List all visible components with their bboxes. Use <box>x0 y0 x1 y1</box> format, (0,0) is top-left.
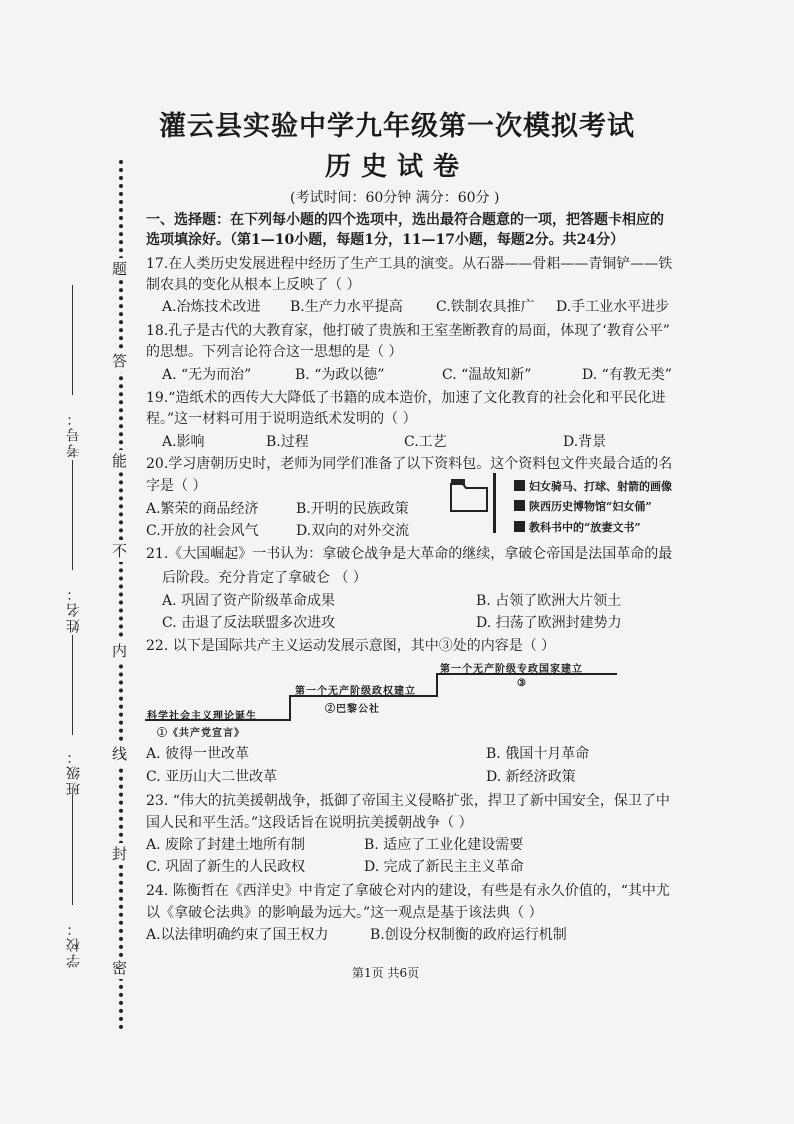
option-b: B. 占领了欧洲大片领土 <box>476 593 622 609</box>
name-label: 姓名： <box>66 585 82 633</box>
question-18-stem: 的思想。下列言论符合这一思想的是（ ） <box>146 344 403 360</box>
pack-item <box>514 478 672 494</box>
document-icon <box>514 521 525 532</box>
option-a: A.冶炼技术改进 <box>162 299 261 315</box>
option-a: A. 废除了封建土地所有制 <box>146 837 306 853</box>
question-22-stem: 22. 以下是国际共产主义运动发展示意图，其中③处的内容是（ ） <box>146 638 556 654</box>
exam-title: 灌云县实验中学九年级第一次模拟考试 <box>159 111 635 142</box>
step-3-sublabel: ③ <box>517 678 527 689</box>
option-c: C.开放的社会风气 <box>146 523 259 539</box>
section-instruction: 选项填涂好。（第1—10小题，每题1分，11—17小题，每题2分。共24分） <box>146 232 625 248</box>
option-c: C.铁制农具推广 <box>436 299 535 315</box>
binding-char: 封 <box>112 845 128 863</box>
option-d: D. 完成了新民主主义革命 <box>364 859 524 875</box>
binding-char: 线 <box>112 745 128 763</box>
step-1-sublabel: ①《共产党宣言》 <box>157 728 245 739</box>
field-line <box>72 460 73 570</box>
option-a: A. 彼得一世改革 <box>146 746 250 762</box>
binding-char: 密 <box>112 959 128 977</box>
section-instruction: 一、选择题：在下列每小题的四个选项中，选出最符合题意的一项，把答题卡相应的 <box>146 212 664 228</box>
binding-char: 不 <box>112 542 128 560</box>
school-label: 学校： <box>66 920 82 968</box>
question-24-stem: 24. 陈衡哲在《西洋史》中肯定了拿破仑对内的建设，有些是有永久价值的，“其中尤 <box>146 883 670 899</box>
binding-char: 答 <box>112 352 128 370</box>
option-d: D.双向的对外交流 <box>296 523 410 539</box>
question-21-stem: 后阶段。充分肯定了拿破仑 （ ） <box>162 570 367 586</box>
pack-item-label: 教科书中的“放妻文书” <box>529 521 641 534</box>
binding-char: 题 <box>112 260 128 278</box>
option-b: B.开明的民族政策 <box>296 501 409 517</box>
binding-char: 内 <box>112 642 128 660</box>
class-label: 班级： <box>66 748 82 796</box>
binding-char: 能 <box>112 452 128 470</box>
question-23-stem: 国人民和平生活。”这段话旨在说明抗美援朝战争（ ） <box>146 815 473 831</box>
step-2-sublabel: ②巴黎公社 <box>325 704 380 715</box>
folder-icon <box>450 478 488 512</box>
exam-number-label: 考号： <box>66 410 82 458</box>
option-d: D.手工业水平进步 <box>556 299 670 315</box>
question-23-stem: 23. “伟大的抗美援朝战争，抵御了帝国主义侵略扩张，捍卫了新中国安全，保卫了中 <box>146 793 670 809</box>
option-d: D. 新经济政策 <box>486 769 576 785</box>
communist-movement-diagram <box>145 660 625 740</box>
field-line <box>72 285 73 395</box>
page-number: 第1页 共6页 <box>352 966 420 980</box>
option-b: B. 适应了工业化建设需要 <box>364 837 524 853</box>
step-2-label: 第一个无产阶级政权建立 <box>295 686 416 697</box>
option-c: C. 巩固了新生的人民政权 <box>146 859 306 875</box>
option-d: D. 扫荡了欧洲封建势力 <box>476 615 622 631</box>
question-19-stem: 程。”这一材料可用于说明造纸术发明的（ ） <box>146 411 417 427</box>
question-17-stem: 17.在人类历史发展进程中经历了生产工具的演变。从石器——骨耜——青铜铲——铁 <box>146 256 673 272</box>
option-c: C. 击退了反法联盟多次进攻 <box>162 615 336 631</box>
option-a: A. “无为而治” <box>162 367 252 383</box>
option-d: D.背景 <box>563 434 607 450</box>
document-icon <box>514 500 525 511</box>
document-icon <box>514 480 525 491</box>
question-21-stem: 21.《大国崛起》一书认为：拿破仑战争是大革命的继续，拿破仑帝国是法国革命的最 <box>146 546 673 562</box>
option-b: B. 俄国十月革命 <box>486 746 590 762</box>
option-d: D. “有教无类” <box>582 367 672 383</box>
question-18-stem: 18.孔子是古代的大教育家，他打破了贵族和王室垄断教育的局面，体现了‘教育公平” <box>146 323 670 339</box>
step-3-label: 第一个无产阶级专政国家建立 <box>440 664 583 675</box>
pack-item-label: 妇女骑马、打球、射箭的画像 <box>529 480 672 493</box>
question-19-stem: 19.“造纸术的西传大大降低了书籍的成本造价，加速了文化教育的社会化和平民化进 <box>146 390 666 406</box>
field-line <box>72 795 73 905</box>
option-a: A.繁荣的商品经济 <box>146 501 259 517</box>
field-line <box>72 635 73 735</box>
pack-item-label: 陕西历史博物馆“妇女俑” <box>529 500 652 513</box>
option-c: C. 亚历山大二世改革 <box>146 769 278 785</box>
question-24-stem: 以《拿破仑法典》的影响最为远大。”这一观点是基于该法典（ ） <box>146 905 543 921</box>
option-c: C. “温故知新” <box>442 367 532 383</box>
option-a: A.影响 <box>162 434 205 450</box>
option-c: C.工艺 <box>404 434 447 450</box>
option-a: A. 巩固了资产阶级革命成果 <box>162 593 336 609</box>
question-20-stem: 字是（ ） <box>146 478 207 494</box>
option-b: B. “为政以德” <box>295 367 385 383</box>
option-b: B.创设分权制衡的政府运行机制 <box>370 927 567 943</box>
option-b: B.生产力水平提高 <box>290 299 403 315</box>
step-1-label: 科学社会主义理论诞生 <box>147 711 257 722</box>
question-20-stem: 20.学习唐朝历史时，老师为同学们准备了以下资料包。这个资料包文件夹最合适的名 <box>146 456 673 472</box>
divider <box>493 473 496 533</box>
exam-subtitle: 历史试卷 <box>324 152 469 182</box>
pack-item <box>514 519 641 535</box>
question-17-stem: 制农具的变化从根本上反映了（ ） <box>146 277 361 293</box>
binding-dotted-line <box>119 160 123 1030</box>
option-a: A.以法律明确约束了国王权力 <box>146 927 329 943</box>
option-b: B.过程 <box>266 434 309 450</box>
pack-item <box>514 498 652 514</box>
exam-info: (考试时间：60分钟 满分：60分 ) <box>290 190 500 206</box>
